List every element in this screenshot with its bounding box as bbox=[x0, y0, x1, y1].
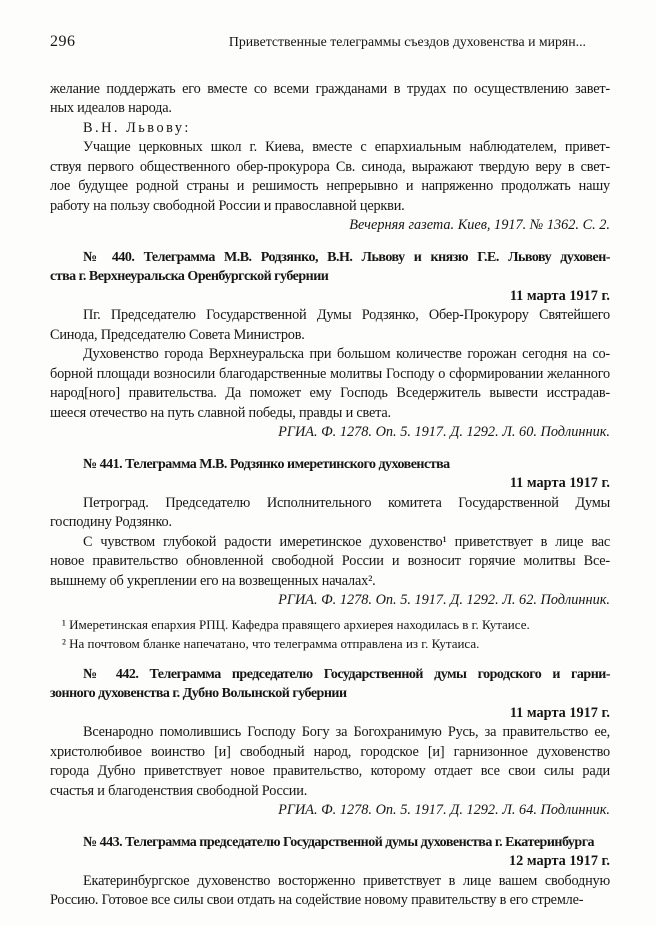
page-number: 296 bbox=[50, 33, 76, 50]
intro-continuation bbox=[50, 80, 610, 236]
entry-date: 11 марта 1917 г. bbox=[509, 287, 610, 304]
footnote-1: ¹ Имеретинская епархия РПЦ. Кафедра правящего архиерея находилась в г. Кутаисе. bbox=[62, 616, 530, 632]
paragraph: С чувством глубокой радости имеретинское духовенство¹ приветствует в лице вас новое правительство обновленной свободной России и возносит горячие молитвы Все- вышнему об укреплении его на возвещенных началах². bbox=[50, 533, 610, 589]
addressee-line: В.Н. Львову: bbox=[83, 119, 191, 136]
source-citation: РГИА. Ф. 1278. Оп. 5. 1917. Д. 1292. Л. 60. Подлинник. bbox=[278, 424, 610, 440]
entry-heading: № 443. Телеграмма председателю Государственной думы духовенства г. Екатеринбурга bbox=[83, 834, 595, 850]
entry-date: 12 марта 1917 г. bbox=[509, 853, 610, 869]
source-citation: Вечерняя газета. Киев, 1917. № 1362. С. 2. bbox=[349, 217, 610, 233]
paragraph: Учащие церковных школ г. Киева, вместе с епархиальным наблюдателем, привет- ствуя первого общественного обер-прокурора Св. синода, выражают твердую веру в свет- лое будущее родной страны и решимость непрерывно и напряженно продолжать нашу работу на пользу свободной России и православной церкви. bbox=[50, 139, 610, 214]
entry-date: 11 марта 1917 г. bbox=[509, 704, 610, 721]
footnotes bbox=[50, 615, 610, 653]
paragraph: Всенародно помолившись Господу Богу за Богохранимую Русь, за правительство ее, христолюбивое воинство [и] свободный народ, городское [и] гарнизонное духовенство города Дубно приветствует новое правительство, которому отдает все свои силы ради счастья и благоденствия свободной России. bbox=[50, 724, 610, 799]
telegram-entry-442 bbox=[50, 665, 610, 821]
paragraph: Духовенство города Верхнеуральска при большом количестве горожан сегодня на со- борной площади возносили благодарственные молитвы Господу о сформировании желанного народ[ного] правительства. Да поможет ему Господь Вседержитель вывести исстрадав- шееся отечество на путь славной победы, правды и света. bbox=[50, 346, 610, 421]
footnote-2: ² На почтовом бланке напечатано, что телеграмма отправлена из г. Кутаиса. bbox=[62, 635, 480, 651]
entry-heading: № 440. Телеграмма М.В. Родзянко, В.Н. Львову и князю Г.Е. Львову духовен- ства г. Верхнеуральска Оренбургской губернии bbox=[50, 249, 610, 284]
telegram-entry-440 bbox=[50, 248, 610, 443]
running-head: Приветственные телеграммы съездов духовенства и мирян... bbox=[228, 34, 586, 49]
page-header bbox=[50, 32, 610, 52]
telegram-entry-443 bbox=[50, 833, 610, 911]
source-citation: РГИА. Ф. 1278. Оп. 5. 1917. Д. 1292. Л. 62. Подлинник. bbox=[278, 592, 610, 608]
paragraph: Пг. Председателю Государственной Думы Родзянко, Обер-Прокурору Святейшего Синода, Председателю Совета Министров. bbox=[50, 307, 610, 343]
entry-date: 11 марта 1917 г. bbox=[509, 475, 610, 491]
telegram-entry-441 bbox=[50, 455, 610, 653]
entry-heading: № 441. Телеграмма М.В. Родзянко имеретинского духовенства bbox=[83, 456, 450, 472]
paragraph: Екатеринбургское духовенство восторженно приветствует в лице вашем свободную Россию. Готовое все силы свои отдать на содействие новому правительству в его стремле- bbox=[50, 872, 610, 908]
paragraph: Петроград. Председателю Исполнительного комитета Государственной Думы господину Родзянко. bbox=[50, 494, 610, 530]
source-citation: РГИА. Ф. 1278. Оп. 5. 1917. Д. 1292. Л. 64. Подлинник. bbox=[278, 802, 610, 818]
paragraph: желание поддержать его вместе со всеми гражданами в трудах по осуществлению завет- ных идеалов народа. bbox=[50, 80, 610, 116]
entry-heading: № 442. Телеграмма председателю Государственной думы городского и гарни- зонного духовенства г. Дубно Волынской губернии bbox=[50, 666, 610, 701]
